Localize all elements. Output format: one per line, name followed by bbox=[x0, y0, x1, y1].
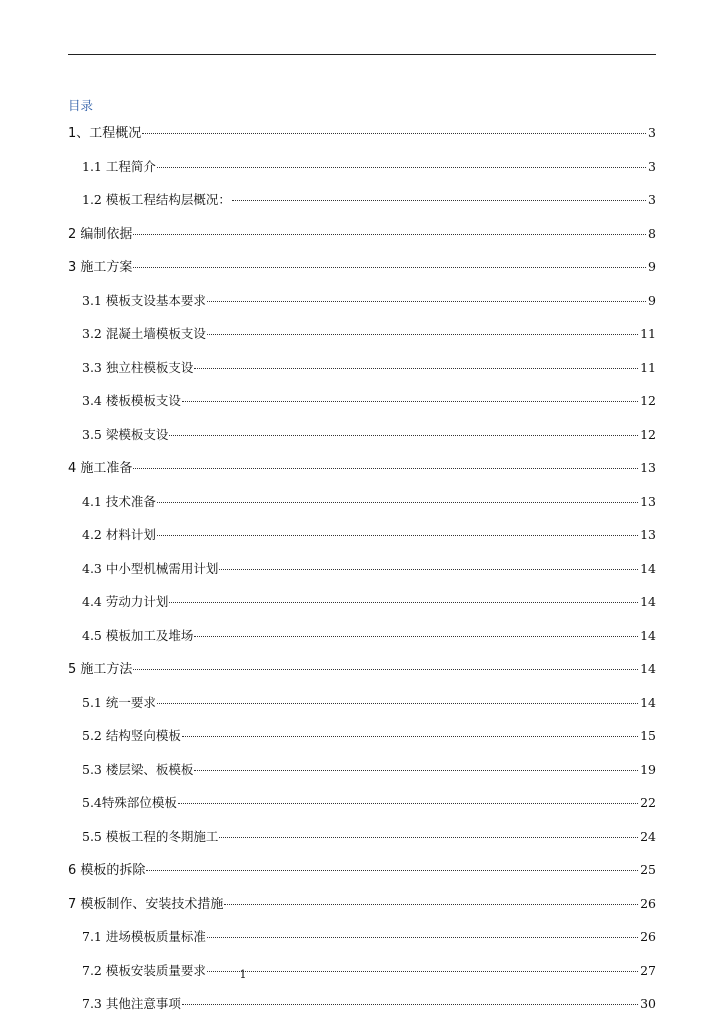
toc-entry-page: 27 bbox=[640, 962, 656, 978]
toc-entry-page: 14 bbox=[640, 694, 656, 710]
toc-entry-label: 4.4 劳动力计划 bbox=[82, 594, 169, 609]
toc-entry-page: 13 bbox=[640, 493, 656, 509]
toc-entry[interactable] bbox=[82, 828, 656, 846]
toc-entry-label: 7 模板制作、安装技术措施 bbox=[68, 896, 224, 912]
toc-entry-label: 1.2 模板工程结构层概况： bbox=[82, 192, 231, 207]
toc-entry-label: 1.1 工程简介 bbox=[82, 158, 156, 174]
toc-entry[interactable] bbox=[82, 995, 656, 1013]
toc-dot-leader bbox=[146, 870, 638, 871]
toc-entry[interactable] bbox=[82, 493, 656, 511]
toc-entry-page: 25 bbox=[640, 862, 656, 877]
toc-entry-label: 5.2 结构竖向模板 bbox=[82, 728, 181, 743]
toc-entry-page: 24 bbox=[640, 828, 656, 844]
toc-entry[interactable] bbox=[68, 225, 656, 243]
toc-entry-page: 9 bbox=[648, 259, 656, 274]
toc-entry[interactable] bbox=[82, 560, 656, 578]
toc-dot-leader bbox=[182, 401, 638, 402]
toc-entry-page: 14 bbox=[640, 627, 656, 643]
toc-entry-page: 3 bbox=[648, 192, 656, 207]
toc-entry[interactable] bbox=[68, 124, 656, 142]
toc-entry-page: 19 bbox=[640, 761, 656, 777]
toc-entry[interactable] bbox=[68, 861, 656, 879]
toc-entry-label: 4.3 中小型机械需用计划 bbox=[82, 560, 219, 576]
toc-entry[interactable] bbox=[82, 526, 656, 544]
toc-dot-leader bbox=[219, 837, 638, 838]
toc-entry-page: 26 bbox=[640, 895, 656, 911]
toc-entry-label: 1、工程概况 bbox=[68, 126, 142, 141]
toc-entry-page: 14 bbox=[640, 560, 656, 576]
toc-entry-page: 14 bbox=[640, 594, 656, 609]
toc-entry[interactable] bbox=[82, 761, 656, 779]
toc-dot-leader bbox=[207, 301, 646, 302]
toc-dot-leader bbox=[157, 703, 638, 704]
toc-dot-leader bbox=[157, 535, 638, 536]
toc-entry-label: 4.2 材料计划 bbox=[82, 527, 156, 542]
toc-entry-label: 6 模板的拆除 bbox=[68, 863, 146, 878]
toc-entry-label: 5.3 楼层梁、板模板 bbox=[82, 761, 194, 777]
toc-entry[interactable] bbox=[82, 325, 656, 343]
toc-entry[interactable] bbox=[68, 660, 656, 678]
toc-entry-label: 3.4 楼板模板支设 bbox=[82, 393, 181, 408]
toc-entry-label: 3.3 独立柱模板支设 bbox=[82, 359, 194, 375]
toc-entry-label: 7.3 其他注意事项 bbox=[82, 996, 181, 1011]
toc-title: 目录 bbox=[68, 98, 94, 113]
toc-entry[interactable] bbox=[82, 359, 656, 377]
toc-entry[interactable] bbox=[82, 727, 656, 745]
toc-dot-leader bbox=[133, 267, 646, 268]
toc-entry[interactable] bbox=[82, 593, 656, 611]
toc-dot-leader bbox=[232, 200, 646, 201]
toc-entry-page: 13 bbox=[640, 527, 656, 542]
toc-dot-leader bbox=[169, 435, 638, 436]
toc-entry-page: 3 bbox=[648, 158, 656, 174]
toc-entry-page: 13 bbox=[640, 460, 656, 475]
toc-dot-leader bbox=[169, 602, 638, 603]
toc-entry[interactable] bbox=[82, 292, 656, 310]
toc-dot-leader bbox=[133, 234, 646, 235]
toc-dot-leader bbox=[194, 770, 638, 771]
toc-dot-leader bbox=[133, 468, 638, 469]
toc-dot-leader bbox=[157, 167, 646, 168]
toc-entry-label: 5.4特殊部位模板 bbox=[82, 795, 177, 810]
toc-entry[interactable] bbox=[82, 627, 656, 645]
page-number: 1 bbox=[239, 968, 247, 981]
toc-entry[interactable] bbox=[82, 426, 656, 444]
toc-dot-leader bbox=[224, 904, 638, 905]
toc-dot-leader bbox=[182, 736, 638, 737]
toc-dot-leader bbox=[207, 334, 638, 335]
toc-entry-page: 8 bbox=[648, 225, 656, 241]
toc-entry-page: 30 bbox=[640, 996, 656, 1011]
toc-entry-label: 4.1 技术准备 bbox=[82, 493, 156, 509]
toc-entry-page: 14 bbox=[640, 661, 656, 676]
toc-entry-page: 3 bbox=[648, 125, 656, 140]
toc-entry-page: 9 bbox=[648, 292, 656, 308]
toc-entry-label: 3.1 模板支设基本要求 bbox=[82, 292, 206, 308]
toc-entry-page: 11 bbox=[640, 359, 656, 375]
toc-entry-label: 5 施工方法 bbox=[68, 662, 133, 677]
toc-entry-label: 7.1 进场模板质量标准 bbox=[82, 929, 206, 944]
toc-entry-page: 15 bbox=[640, 728, 656, 743]
toc-dot-leader bbox=[178, 803, 638, 804]
toc-entry[interactable] bbox=[82, 191, 656, 209]
toc-entry-label: 3.5 梁模板支设 bbox=[82, 426, 169, 442]
toc-dot-leader bbox=[207, 937, 638, 938]
toc-entry[interactable] bbox=[82, 794, 656, 812]
toc-entry[interactable] bbox=[82, 158, 656, 176]
toc-entry-label: 5.5 模板工程的冬期施工 bbox=[82, 828, 219, 844]
toc-entry-page: 12 bbox=[640, 393, 656, 408]
toc-entry-label: 4 施工准备 bbox=[68, 461, 133, 476]
toc-entry[interactable] bbox=[68, 258, 656, 276]
toc-entry-page: 26 bbox=[640, 929, 656, 944]
toc-entry-page: 22 bbox=[640, 795, 656, 810]
toc-entry[interactable] bbox=[82, 392, 656, 410]
toc-dot-leader bbox=[194, 636, 638, 637]
toc-entry-label: 4.5 模板加工及堆场 bbox=[82, 627, 194, 643]
toc-entry-label: 7.2 模板安装质量要求 bbox=[82, 962, 206, 978]
toc-entry-label: 2 编制依据 bbox=[68, 226, 133, 242]
toc-dot-leader bbox=[219, 569, 638, 570]
toc-entry[interactable] bbox=[82, 694, 656, 712]
toc-dot-leader bbox=[194, 368, 638, 369]
toc-entry-page: 12 bbox=[640, 426, 656, 442]
toc-dot-leader bbox=[142, 133, 646, 134]
toc-entry-page: 11 bbox=[640, 326, 656, 341]
toc-dot-leader bbox=[182, 1004, 638, 1005]
toc-dot-leader bbox=[133, 669, 638, 670]
toc-entry-label: 5.1 统一要求 bbox=[82, 694, 156, 710]
toc-entry[interactable] bbox=[68, 895, 656, 913]
toc-entry[interactable] bbox=[82, 928, 656, 946]
toc-dot-leader bbox=[157, 502, 638, 503]
toc-entry-label: 3.2 混凝土墙模板支设 bbox=[82, 326, 206, 341]
toc-entry-label: 3 施工方案 bbox=[68, 260, 133, 275]
toc-entry[interactable] bbox=[68, 459, 656, 477]
